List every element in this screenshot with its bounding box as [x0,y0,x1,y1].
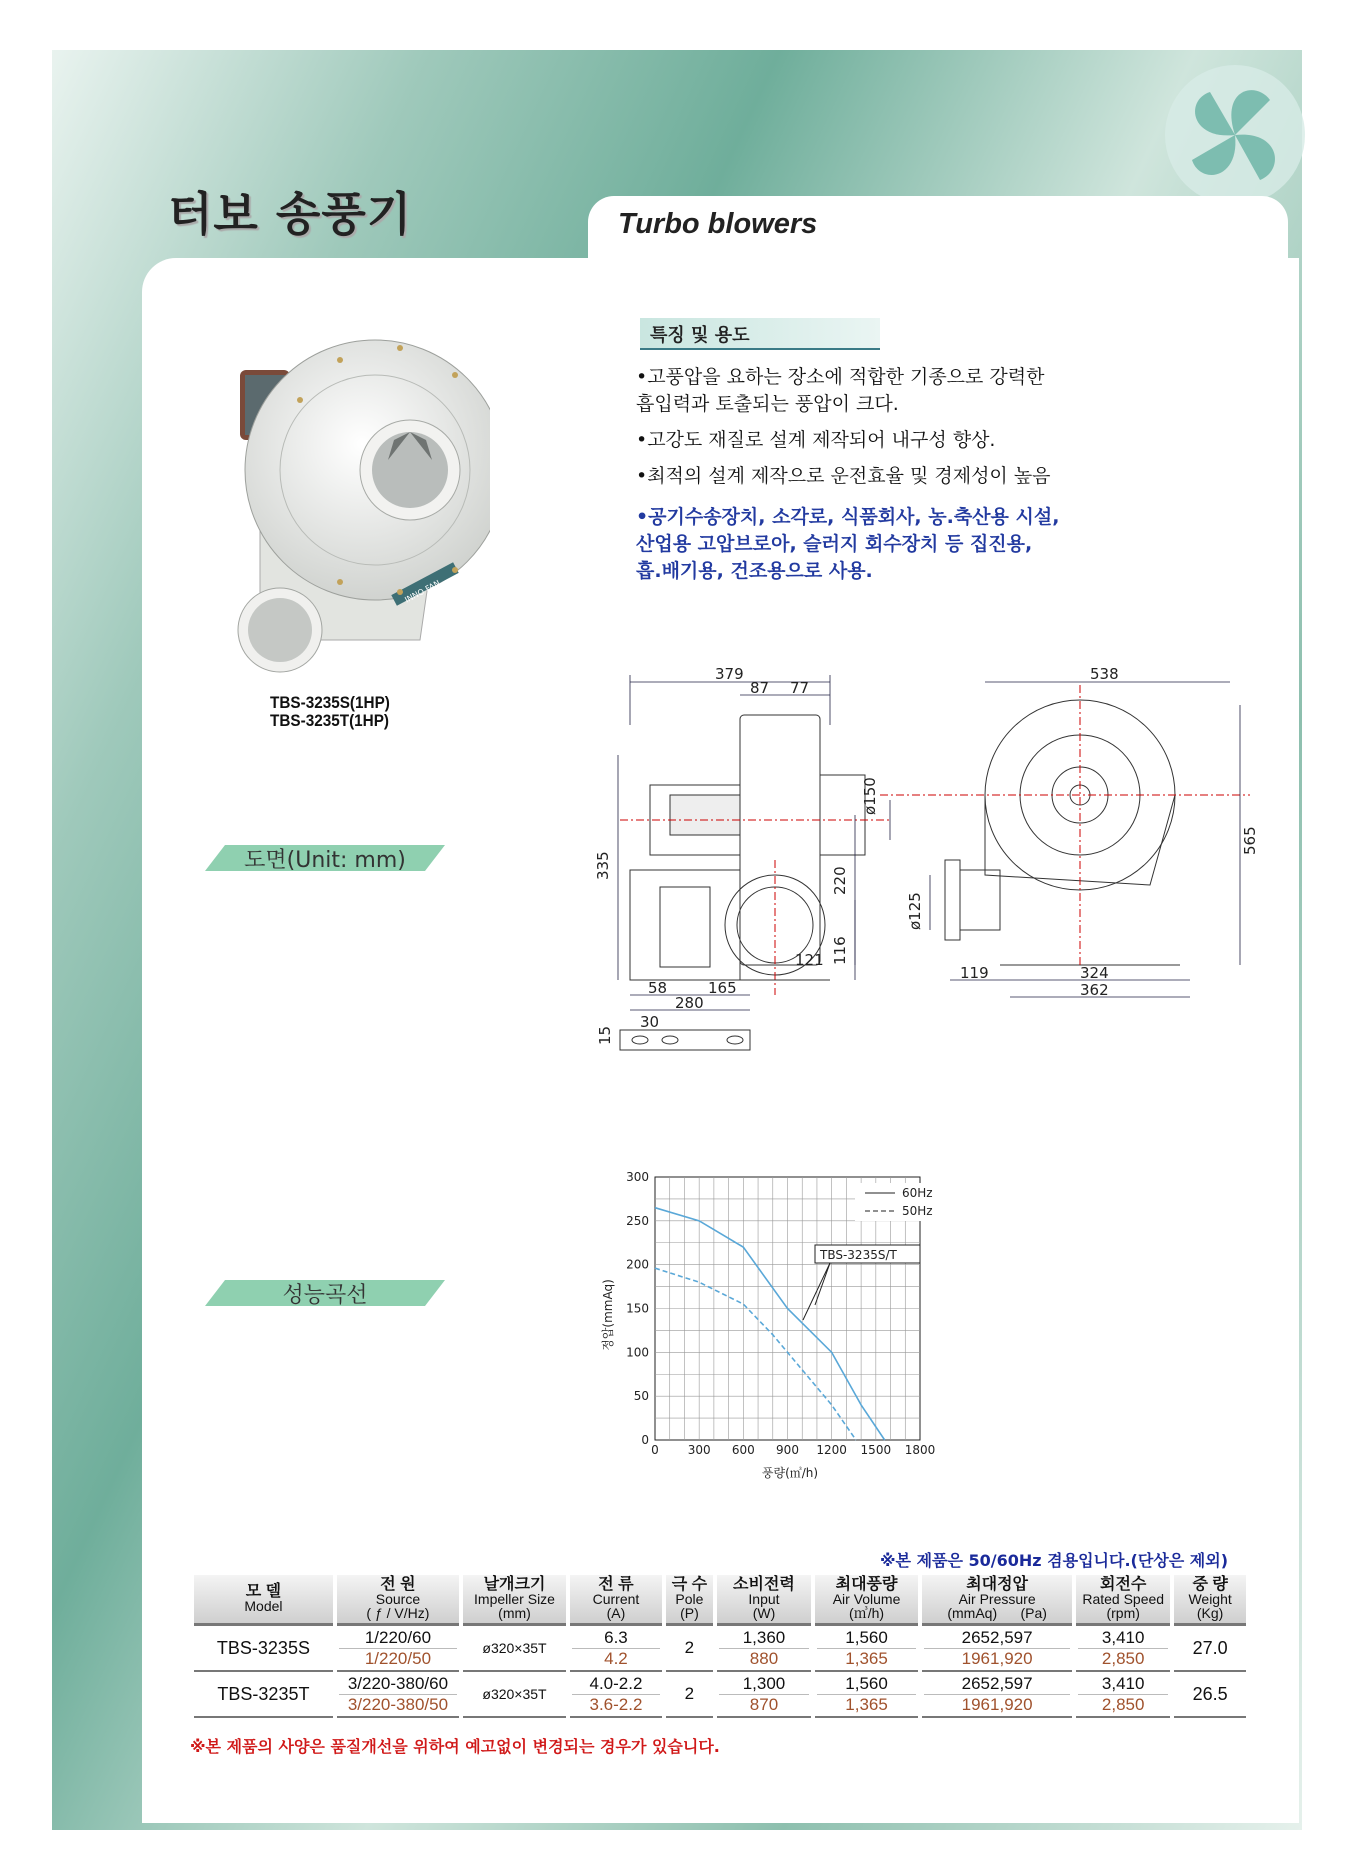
cell-source: 1/220/60 1/220/50 [337,1626,459,1672]
x-tick-label: 300 [687,1443,711,1457]
product-photo [210,320,490,680]
features-heading-text: 특징 및 용도 [650,325,750,346]
cell-pressure: 2652,597 1961,920 [922,1626,1072,1672]
dim-label: 280 [675,994,704,1012]
dim-label: 335 [594,851,612,880]
drawing-label-text: 도면(Unit: mm) [244,848,406,873]
col-pole: 극 수 Pole (P) [666,1575,713,1626]
col-speed: 회전수 Rated Speed (rpm) [1076,1575,1170,1626]
technical-drawing [590,665,1270,1125]
x-axis-label: 풍량(㎥/h) [761,1466,819,1480]
col-current: 전 류 Current (A) [570,1575,662,1626]
cell-input: 1,360 880 [717,1626,811,1672]
x-tick-label: 1800 [904,1443,936,1457]
x-tick-label: 600 [731,1443,755,1457]
dim-label: ø125 [906,892,924,930]
cell-pressure: 2652,597 1961,920 [922,1672,1072,1718]
dim-label: 30 [640,1013,660,1031]
curve-section-label [205,1280,445,1306]
model-caption [270,694,390,730]
cell-volume: 1,560 1,365 [815,1672,918,1718]
cell-weight: 27.0 [1174,1626,1246,1672]
table-header-row [194,1575,1246,1626]
dim-label: 362 [1080,981,1109,999]
side-view [594,665,890,1050]
feature-line: •고강도 재질로 설계 제작되어 내구성 향상. [636,429,996,451]
table-row [194,1626,1246,1672]
col-source: 전 원 Source ( ƒ / V/Hz) [337,1575,459,1626]
cell-weight: 26.5 [1174,1672,1246,1718]
usage-line: 흡.배기용, 건조용으로 사용. [636,560,873,582]
front-view [880,665,1259,999]
cell-impeller: ø320×35T [463,1672,566,1718]
y-tick-label: 0 [641,1433,649,1447]
y-tick-label: 150 [626,1301,649,1316]
page-title: 터보 송풍기 [168,187,413,241]
cell-current: 4.0-2.2 3.6-2.2 [570,1672,662,1718]
dim-label: 116 [831,936,849,965]
col-impeller: 날개크기 Impeller Size (mm) [463,1575,566,1626]
table-note-bottom: ※본 제품의 사양은 품질개선을 위하여 예고없이 변경되는 경우가 있습니다. [190,1737,720,1756]
cell-volume: 1,560 1,365 [815,1626,918,1672]
table-note-top: ※본 제품은 50/60Hz 겸용입니다.(단상은 제외) [880,1551,1229,1570]
col-input: 소비전력 Input (W) [717,1575,811,1626]
feature-line: •최적의 설계 제작으로 운전효율 및 경제성이 높음 [636,465,1051,487]
cell-pole: 2 [666,1626,713,1672]
x-tick-label: 900 [776,1443,799,1457]
dim-label: 119 [960,964,989,982]
legend-60hz: 60Hz [902,1186,933,1200]
dim-label: 58 [648,979,668,997]
annotation-text: TBS-3235S/T [820,1248,897,1262]
y-tick-label: 50 [633,1389,649,1404]
legend-50hz: 50Hz [902,1204,933,1218]
x-tick-label: 0 [651,1443,659,1457]
cell-model: TBS-3235T [194,1672,333,1718]
cell-pole: 2 [666,1672,713,1718]
col-volume: 최대풍량 Air Volume (㎥/h) [815,1575,918,1626]
dim-label: 165 [708,979,737,997]
cell-speed: 3,410 2,850 [1076,1626,1170,1672]
y-tick-label: 200 [626,1257,649,1272]
usage-line: 산업용 고압브로아, 슬러지 회수장치 등 집진용, [636,533,1033,555]
y-tick-label: 300 [626,1170,649,1184]
chart-legend [855,1183,955,1221]
dim-label: ø150 [861,777,879,815]
features-list [636,364,1059,585]
page-subtitle: Turbo blowers [618,208,818,240]
dim-label: 77 [790,679,810,697]
y-axis-label: 정압(mmAq) [601,1279,615,1351]
col-weight: 중 량 Weight (Kg) [1174,1575,1246,1626]
drawing-section-label [205,845,445,871]
y-tick-label: 250 [626,1213,649,1228]
series-line-50hz [655,1268,856,1440]
dim-label: 565 [1241,826,1259,855]
curve-label-text: 성능곡선 [282,1283,368,1308]
model-caption-line: TBS-3235S(1HP) [270,693,390,712]
dim-label: 220 [831,866,849,895]
cell-current: 6.3 4.2 [570,1626,662,1672]
dim-label: 121 [795,951,824,969]
cell-speed: 3,410 2,850 [1076,1672,1170,1718]
performance-chart [590,1165,980,1485]
usage-line: •공기수송장치, 소각로, 식품회사, 농.축산용 시설, [636,506,1060,528]
col-model: 모 델 Model [194,1575,333,1626]
dim-label: 15 [596,1025,614,1045]
cell-source: 3/220-380/60 3/220-380/50 [337,1672,459,1718]
dim-label: 87 [750,679,770,697]
x-tick-label: 1500 [860,1443,892,1457]
features-heading [640,318,880,350]
dim-label: 538 [1090,665,1119,683]
dim-label: 379 [715,665,744,683]
feature-line: 흡입력과 토출되는 풍압이 크다. [636,393,899,415]
feature-line: •고풍압을 요하는 장소에 적합한 기종으로 강력한 [636,366,1045,388]
nameplate-label: INNO FAN [403,578,442,605]
cell-input: 1,300 870 [717,1672,811,1718]
dim-label: 324 [1080,964,1109,982]
x-tick-label: 1200 [816,1443,847,1457]
cell-model: TBS-3235S [194,1626,333,1672]
spec-table [190,1575,1250,1718]
table-row [194,1672,1246,1718]
model-caption-line: TBS-3235T(1HP) [270,711,390,730]
fan-logo-icon [1160,60,1310,210]
y-tick-label: 100 [626,1345,649,1360]
cell-impeller: ø320×35T [463,1626,566,1672]
col-pressure: 최대정압 Air Pressure (mmAq) (Pa) [922,1575,1072,1626]
